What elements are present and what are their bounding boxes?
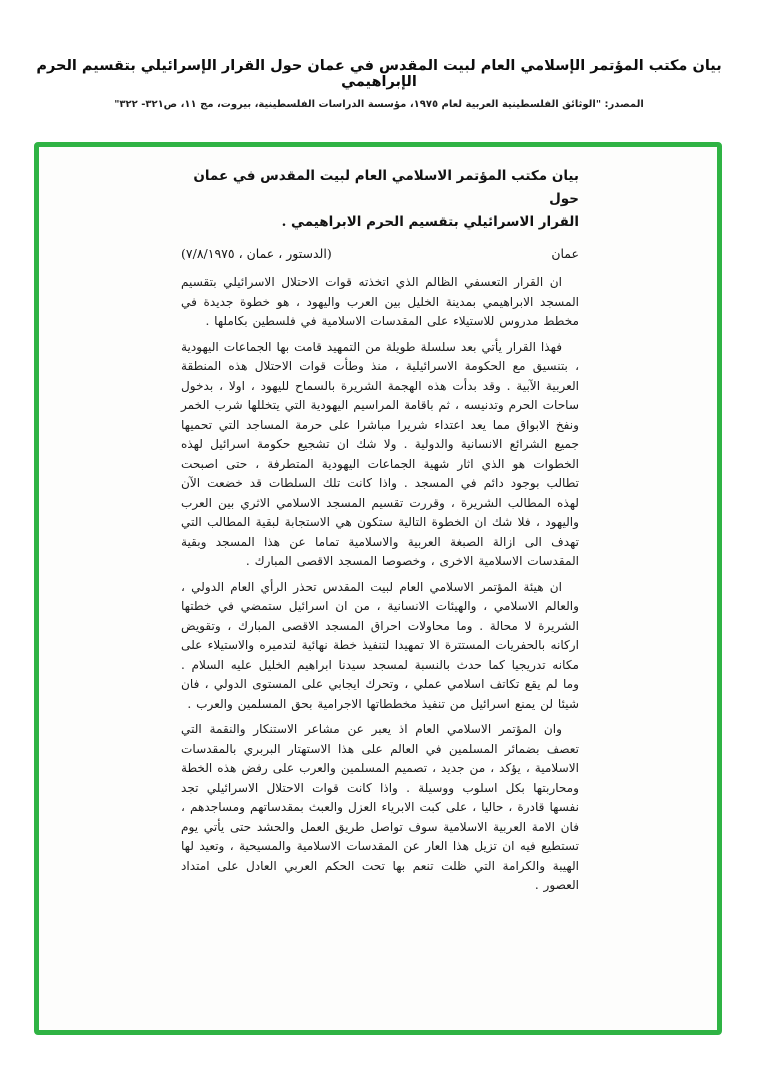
dateline-city: عمان <box>551 246 579 261</box>
document-body <box>181 165 579 902</box>
dateline <box>181 246 579 261</box>
paragraph: فهذا القرار يأتي بعد سلسلة طويلة من التمهيد قامت بها الجماعات اليهودية ، بتنسيق مع الحكومة الاسرائيلية ، منذ وطأت قوات الاحتلال هذه المنطقة العربية الآبية . وقد بدأت هذه الهجمة الشريرة بالسماح لليهود ، اولا ، بدخول ساحات الحرم وتدنيسه ، ثم باقامة المراسيم اليهودية التي يتخللها شرب الخمر ونفخ الابواق مما يعد اعتداء شريرا مباشرا على حرمة المساجد التي تحميها جميع الشرائع الانسانية والدولية . ولا شك ان تشجيع حكومة اسرائيل لهذه الخطوات هو الذي اثار شهية الجماعات اليهودية المتطرفة ، حتى اصبحت تطالب بوجود دائم في المسجد . واذا كانت تلك السلطات قد خضعت الآن لهذه المطالب الشريرة ، وقررت تقسيم المسجد الاسلامي الاثري بين العرب واليهود ، فلا شك ان الخطوة التالية ستكون هي الاستجابة لبقية المطالب التي تهدف الى ازالة الصبغة العربية والاسلامية تماما عن هذا المسجد وبقية المقدسات الاسلامية الاخرى ، وخصوصا المسجد الاقصى المبارك . <box>181 339 579 568</box>
document-heading-line1: بيان مكتب المؤتمر الاسلامي العام لبيت المقدس في عمان حول <box>193 168 579 207</box>
document-heading <box>181 165 579 234</box>
paragraph: وان المؤتمر الاسلامي العام اذ يعبر عن مشاعر الاستنكار والنقمة التي تعصف بضمائر المسلمين في العالم على هذا الاستهتار البربري بالمقدسات الاسلامية ، يؤكد ، من جديد ، تصميم المسلمين والعرب على رفض هذه الخطة ومحاربتها بكل اسلوب ووسيلة . واذا كانت قوات الاحتلال الاسرائيلي تجد نفسها قادرة ، حاليا ، على كبت الابرياء العزل والعبث بمقدساتهم ومساجدهم ، فان الامة العربية الاسلامية سوف تواصل طريق العمل والحشد حتى يأتي يوم تستطيع فيه ان تزيل هذا العار عن المقدسات الاسلامية والمسيحية ، وتعيد لها الهيبة والكرامة التي ظلت تنعم بها تحت الحكم العربي العادل على امتداد العصور . <box>181 722 579 892</box>
page-title: بيان مكتب المؤتمر الإسلامي العام لبيت المقدس في عمان حول القرار الإسرائيلي بتقسيم الحرم الإبراهيمي <box>36 58 722 90</box>
document-frame <box>34 142 722 1035</box>
header <box>0 58 758 110</box>
source-line: المصدر: "الوثائق الفلسطينية العربية لعام ١٩٧٥، مؤسسة الدراسات الفلسطينية، بيروت، مج ١١، ص٣٢١- ٣٢٢" <box>114 99 644 110</box>
paragraph: ان هيئة المؤتمر الاسلامي العام لبيت المقدس تحذر الرأي العام الدولي ، والعالم الاسلامي ، والهيئات الانسانية ، من ان اسرائيل ستمضي في خطتها الشريرة لا محالة . وما محاولات احراق المسجد الاقصى المبارك ، وتقويض اركانه بالحفريات المستترة الا تمهيدا لتنفيذ خطة نهائية لتدميره والاستيلاء على مكانه تدريجيا كما حدث بالنسبة لمسجد سيدنا ابراهيم الخليل عليه السلام . وما لم يقع تكاتف اسلامي عملي ، وتحرك ايجابي على المستوى الدولي ، فان شيئا لن يمنع اسرائيل من تنفيذ مخططاتها الاجرامية بحق المسلمين والعرب . <box>181 579 579 711</box>
dateline-source: (الدستور ، عمان ، ٧/٨/١٩٧٥) <box>181 246 332 261</box>
paragraph: ان القرار التعسفي الظالم الذي اتخذته قوات الاحتلال الاسرائيلي بتقسيم المسجد الابراهيمي بمدينة الخليل بين العرب واليهود ، هو خطوة جديدة في مخطط مدروس للاستيلاء على المقدسات الاسلامية في فلسطين بكاملها . <box>181 275 579 328</box>
document-heading-line2: القرار الاسرائيلي بتقسيم الحرم الابراهيمي . <box>281 214 579 230</box>
